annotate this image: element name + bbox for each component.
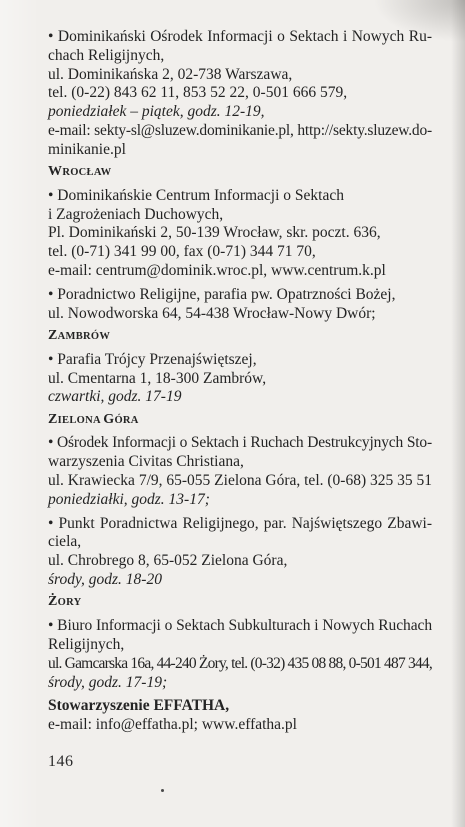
- opening-hours-line: środy, godz. 18-20: [48, 571, 162, 589]
- section-wroclaw: [48, 163, 432, 323]
- section-zory: [48, 593, 432, 735]
- phone-line: tel. (0-71) 341 99 00, fax (0-71) 344 71 70,: [48, 243, 316, 261]
- email-line: e-mail: sekty-sl@sluzew.dominikanie.pl, http://sekty.sluzew.do-: [48, 121, 432, 139]
- entry-name-line: • Poradnictwo Religijne, parafia pw. Opatrzności Bożej,: [48, 285, 396, 303]
- entry-name-line: warzyszenia Civitas Christiana,: [48, 453, 244, 471]
- heading-initial-letter: W: [48, 164, 63, 180]
- scan-speck: [161, 789, 164, 792]
- entry-name-line: ciela,: [48, 533, 82, 551]
- entry-name-line: • Biuro Informacji o Sektach Subkulturach i Nowych Ruchach: [48, 617, 433, 635]
- address-line: ul. Dominikańska 2, 02-738 Warszawa,: [48, 65, 293, 83]
- heading-initial-letter: Ż: [48, 594, 58, 610]
- address-line: ul. Gamcarska 16a, 44-240 Żory, tel. (0-32) 435 08 88, 0-501 487 344,: [48, 654, 432, 672]
- entry-name-line: • Ośrodek Informacji o Sektach i Ruchach Destrukcyjnych Sto-: [48, 434, 433, 452]
- section-zambrow: [48, 327, 432, 407]
- entry-name-line: chach Religijnych,: [48, 46, 165, 64]
- section-zielona-gora: [48, 411, 432, 590]
- directory-column: [48, 28, 432, 735]
- section-continued: [48, 28, 432, 160]
- directory-entry: [48, 286, 432, 324]
- opening-hours-line: poniedziałki, godz. 13-17;: [48, 490, 210, 508]
- phone-line: tel. (0-22) 843 62 11, 853 52 22, 0-501 666 579,: [48, 84, 348, 102]
- address-line: ul. Krawiecka 7/9, 65-055 Zielona Góra, tel. (0-68) 325 35 51: [48, 472, 433, 490]
- email-line: e-mail: info@effatha.pl; www.effatha.pl: [48, 716, 297, 734]
- website-line: minikanie.pl: [48, 140, 126, 158]
- directory-entry: [48, 697, 432, 735]
- heading-initial-letter: Z: [48, 327, 58, 343]
- city-heading: ŻORY: [48, 594, 82, 610]
- entry-name-line: Religijnych,: [48, 635, 125, 653]
- directory-entry: [48, 187, 432, 281]
- opening-hours-line: środy, godz. 17-19;: [48, 673, 168, 691]
- entry-name-line: • Dominikańskie Centrum Informacji o Sektach: [48, 186, 344, 204]
- address-line: ul. Chrobrego 8, 65-052 Zielona Góra,: [48, 552, 288, 570]
- opening-hours-line: poniedziałek – piątek, godz. 12-19,: [48, 103, 265, 121]
- city-heading: ZAMBRÓW: [48, 327, 111, 343]
- entry-name-line: i Zagrożeniach Duchowych,: [48, 205, 224, 223]
- entry-name-line: • Dominikański Ośrodek Informacji o Sektach i Nowych Ru-: [48, 28, 432, 45]
- entry-name-line: • Parafia Trójcy Przenajświętszej,: [48, 350, 257, 368]
- opening-hours-line: czwartki, godz. 17-19: [48, 388, 182, 406]
- directory-entry: [48, 351, 432, 407]
- association-name-line: Stowarzyszenie EFFATHA,: [48, 697, 230, 715]
- heading-initial-letter: Z: [48, 411, 58, 427]
- city-heading: WROCŁAW: [48, 164, 112, 180]
- heading-initial-letter: G: [103, 411, 115, 427]
- address-line: ul. Nowodworska 64, 54-438 Wrocław-Nowy Dwór;: [48, 304, 376, 322]
- directory-entry: [48, 28, 432, 160]
- address-line: Pl. Dominikański 2, 50-139 Wrocław, skr. poczt. 636,: [48, 224, 381, 242]
- email-line: e-mail: centrum@dominik.wroc.pl, www.centrum.k.pl: [48, 262, 386, 280]
- directory-entry: [48, 617, 432, 692]
- address-line: ul. Cmentarna 1, 18-300 Zambrów,: [48, 369, 267, 387]
- page-number: 146: [48, 753, 74, 770]
- entry-name-line: • Punkt Poradnictwa Religijnego, par. Najświętszego Zbawi-: [48, 514, 432, 532]
- directory-entry: [48, 434, 432, 509]
- city-heading: ZIELONA GÓRA: [48, 411, 139, 427]
- directory-entry: [48, 515, 432, 590]
